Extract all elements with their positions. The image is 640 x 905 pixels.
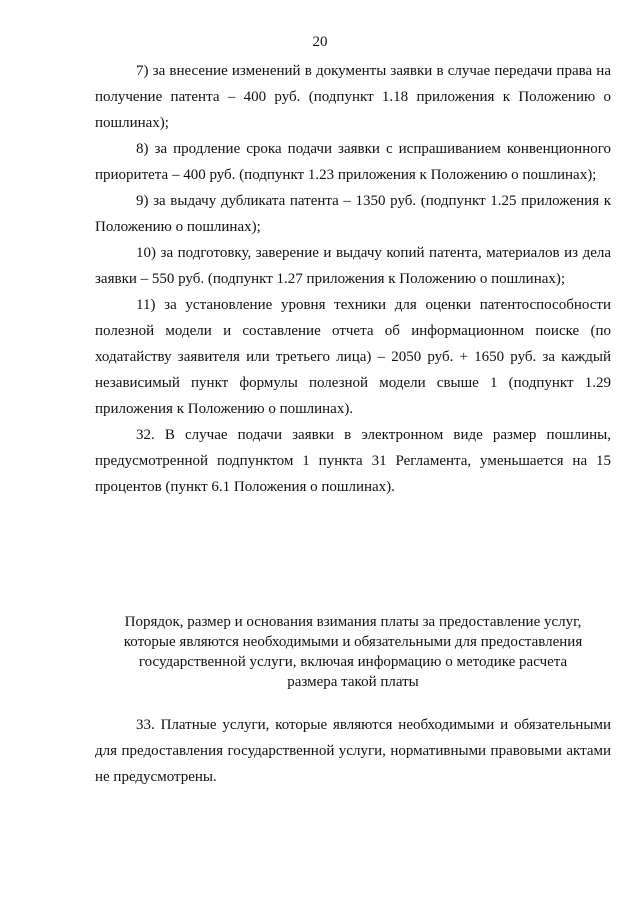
fee-item-9: 9) за выдачу дубликата патента – 1350 руб. (подпункт 1.25 приложения к Положению о пошлинах);	[95, 193, 611, 235]
fee-item-7: 7) за внесение изменений в документы заявки в случае передачи права на получение патента – 400 руб. (подпункт 1.18 приложения к Положению о пошлинах);	[95, 63, 611, 131]
fee-item-10: 10) за подготовку, заверение и выдачу копий патента, материалов из дела заявки – 550 руб. (подпункт 1.27 приложения к Положению о пошлинах);	[95, 245, 611, 287]
heading-line: размера такой платы	[287, 674, 419, 690]
heading-line: которые являются необходимыми и обязательными для предоставления	[123, 634, 583, 650]
fee-list	[95, 58, 611, 500]
heading-line: государственной услуги, включая информацию о методике расчета	[138, 654, 568, 670]
clause-32: 32. В случае подачи заявки в электронном виде размер пошлины, предусмотренной подпунктом 1 пункта 31 Регламента, уменьшается на 15 процентов (пункт 6.1 Положения о пошлинах).	[95, 427, 611, 495]
fee-item-8: 8) за продление срока подачи заявки с испрашиванием конвенционного приоритета – 400 руб. (подпункт 1.23 приложения к Положению о пошлинах);	[95, 141, 611, 183]
page-number: 20	[312, 34, 328, 50]
clause-33-block	[95, 712, 611, 790]
section-heading	[95, 612, 611, 692]
fee-item-11: 11) за установление уровня техники для оценки патентоспособности полезной модели и составление отчета об информационном поиске (по ходатайству заявителя или третьего лица) – 2050 руб. + 1650 руб. за каждый независимый пункт формулы полезной модели свыше 1 (подпункт 1.29 приложения к Положению о пошлинах).	[95, 297, 611, 417]
clause-33: 33. Платные услуги, которые являются необходимыми и обязательными для предоставления государственной услуги, нормативными правовыми актами не предусмотрены.	[95, 717, 611, 785]
heading-line: Порядок, размер и основания взимания платы за предоставление услуг,	[124, 614, 582, 630]
